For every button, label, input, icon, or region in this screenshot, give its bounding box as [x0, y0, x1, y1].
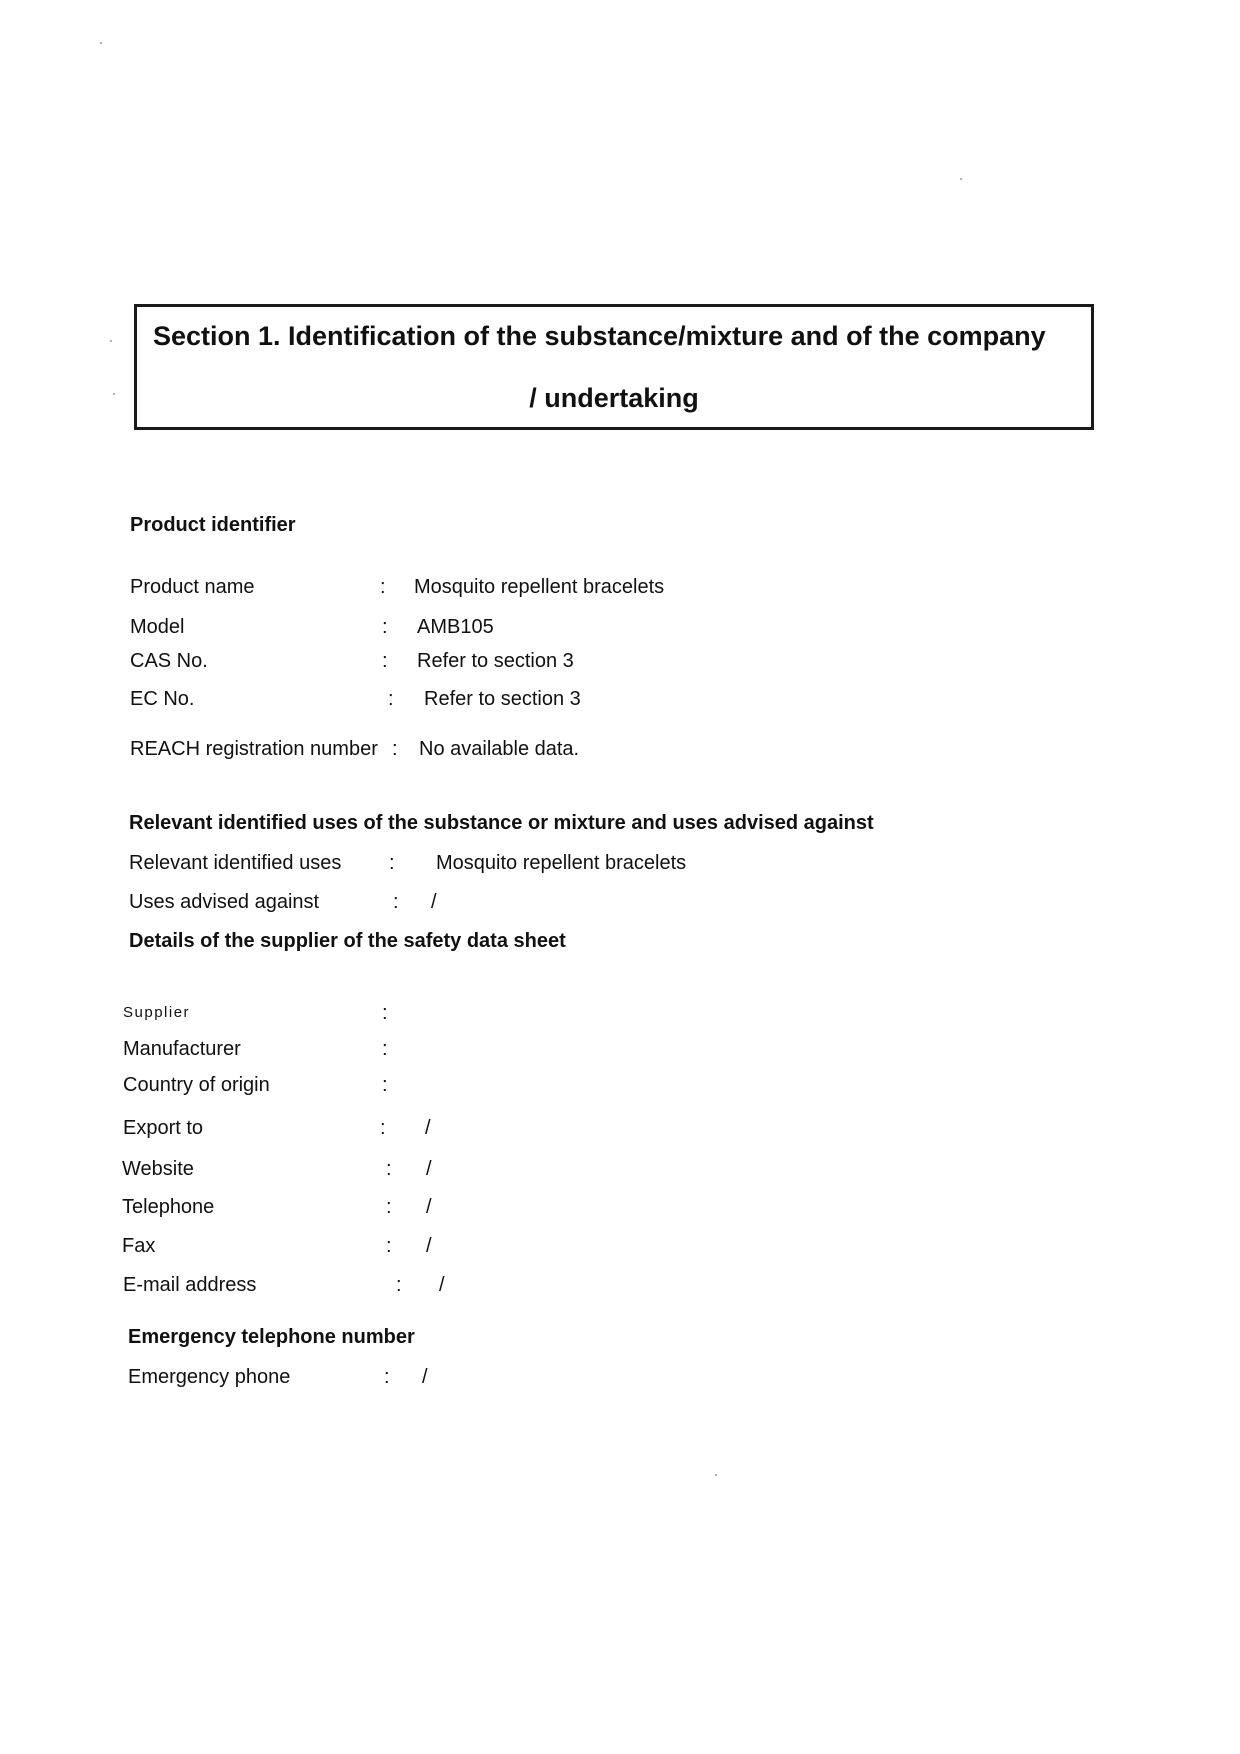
- row-value: /: [425, 1117, 431, 1139]
- row-label: Supplier: [123, 1004, 191, 1021]
- row-label: Product name: [130, 576, 255, 598]
- row-value: /: [422, 1366, 428, 1388]
- row-value: /: [426, 1196, 432, 1218]
- section-title-line2: / undertaking: [529, 383, 699, 413]
- emergency-heading: Emergency telephone number: [128, 1326, 415, 1348]
- row-value: Mosquito repellent bracelets: [414, 576, 665, 598]
- row-separator: :: [382, 1002, 388, 1024]
- row-value: Refer to section 3: [424, 688, 581, 710]
- row-separator: :: [382, 1074, 388, 1096]
- scan-speck: [100, 42, 102, 44]
- row-label: Uses advised against: [129, 891, 320, 913]
- row-label: Fax: [122, 1235, 156, 1257]
- row-label: Country of origin: [123, 1074, 270, 1096]
- row-value: AMB105: [417, 616, 494, 638]
- row-separator: :: [380, 576, 386, 598]
- row-label: Model: [130, 616, 185, 638]
- row-label: Emergency phone: [128, 1366, 291, 1388]
- scan-speck: [960, 178, 962, 180]
- row-value: Mosquito repellent bracelets: [436, 852, 687, 874]
- supplier-details-heading: Details of the supplier of the safety data sheet: [129, 930, 566, 952]
- row-separator: :: [386, 1235, 392, 1257]
- row-separator: :: [382, 616, 388, 638]
- row-separator: :: [389, 852, 395, 874]
- row-value: /: [439, 1274, 445, 1296]
- row-separator: :: [386, 1196, 392, 1218]
- row-separator: :: [382, 650, 388, 672]
- row-label: Telephone: [122, 1196, 215, 1218]
- scan-speck: [113, 393, 115, 395]
- row-separator: :: [380, 1117, 386, 1139]
- row-separator: :: [388, 688, 394, 710]
- row-separator: :: [386, 1158, 392, 1180]
- scan-speck: [110, 340, 112, 342]
- row-value: /: [426, 1158, 432, 1180]
- row-value: Refer to section 3: [417, 650, 574, 672]
- row-separator: :: [384, 1366, 390, 1388]
- row-separator: :: [382, 1038, 388, 1060]
- row-separator: :: [393, 891, 399, 913]
- row-label: Manufacturer: [123, 1038, 241, 1060]
- row-label: EC No.: [130, 688, 195, 710]
- relevant-uses-heading: Relevant identified uses of the substance or mixture and uses advised against: [129, 812, 874, 834]
- row-value: No available data.: [419, 738, 580, 760]
- row-label: Relevant identified uses: [129, 852, 342, 874]
- row-label: Website: [122, 1158, 194, 1180]
- row-label: REACH registration number: [130, 738, 378, 760]
- row-value: /: [426, 1235, 432, 1257]
- row-label: E-mail address: [123, 1274, 257, 1296]
- section-title-line1: Section 1. Identification of the substance/mixture and of the company: [153, 321, 1046, 351]
- section-title-box: [134, 304, 1094, 430]
- product-identifier-heading: Product identifier: [130, 514, 296, 536]
- row-value: /: [431, 891, 437, 913]
- row-label: Export to: [123, 1117, 204, 1139]
- scan-speck: [715, 1474, 717, 1476]
- row-label: CAS No.: [130, 650, 208, 672]
- row-separator: :: [396, 1274, 402, 1296]
- row-separator: :: [392, 738, 398, 760]
